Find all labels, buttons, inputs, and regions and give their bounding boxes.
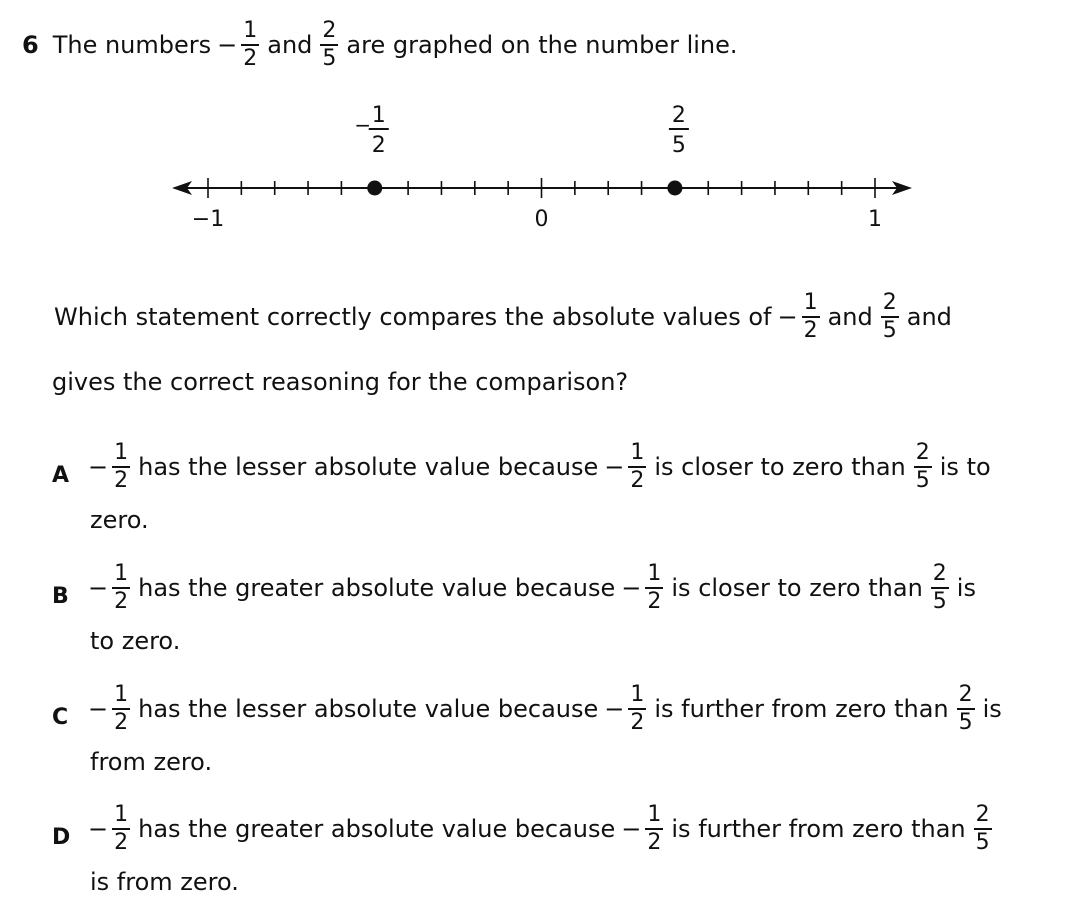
plotted-point xyxy=(367,181,382,196)
minus-sign: − xyxy=(88,815,109,843)
choice-text: is further from zero than xyxy=(654,695,949,723)
fraction-two-fifths: $\frac{2}{5}$ xyxy=(958,682,973,735)
minus-sign: − xyxy=(88,574,109,602)
minus-sign: − xyxy=(621,574,642,602)
prompt-and: and xyxy=(827,303,873,331)
choice-line xyxy=(84,804,998,854)
prompt-line-1 xyxy=(52,292,954,342)
fraction-neg-one-half: $\frac{1}{2}$ xyxy=(114,682,129,735)
choice-letter: D xyxy=(52,825,71,850)
choice-continuation: to zero. xyxy=(90,627,181,655)
stem-text-3: are graphed on the number line. xyxy=(346,31,738,59)
question-stem xyxy=(22,20,740,70)
fraction-neg-one-half: $\frac{1}{2}$ xyxy=(114,440,129,493)
fraction-neg-one-half: $\frac{1}{2}$ xyxy=(803,290,818,343)
choice-text: is further from zero than xyxy=(671,815,966,843)
tick-label: 1 xyxy=(868,207,882,232)
choice-letter: A xyxy=(52,463,70,488)
stem-text-2: and xyxy=(267,31,313,59)
stem-text-1: The numbers xyxy=(52,31,212,59)
fraction-two-fifths: $\frac{2}{5}$ xyxy=(882,290,897,343)
choice-letter: B xyxy=(52,584,69,609)
fraction-neg-one-half: $\frac{1}{2}$ xyxy=(647,561,662,614)
choice-continuation: zero. xyxy=(90,506,149,534)
fraction-two-fifths: $\frac{2}{5}$ xyxy=(322,18,337,71)
question-number: 6 xyxy=(22,31,39,59)
choice-text: has the lesser absolute value because xyxy=(138,695,599,723)
number-line xyxy=(160,100,920,240)
point-label-denominator: 2 xyxy=(371,133,386,158)
choice-text: is to xyxy=(939,453,991,481)
fraction-neg-one-half: $\frac{1}{2}$ xyxy=(647,802,662,855)
minus-sign: − xyxy=(604,695,625,723)
choice-line xyxy=(84,563,978,613)
fraction-two-fifths: $\frac{2}{5}$ xyxy=(915,440,930,493)
fraction-neg-one-half: $\frac{1}{2}$ xyxy=(114,802,129,855)
fraction-two-fifths: $\frac{2}{5}$ xyxy=(975,802,990,855)
choice-line xyxy=(84,442,993,492)
choice-continuation: from zero. xyxy=(90,748,213,776)
choice-line xyxy=(84,684,1004,734)
minus-sign: − xyxy=(88,695,109,723)
choice-letter: C xyxy=(52,705,69,730)
tick-label: 0 xyxy=(534,207,549,232)
minus-sign: − xyxy=(777,303,798,331)
minus-sign: − xyxy=(217,31,238,59)
fraction-neg-one-half: $\frac{1}{2}$ xyxy=(630,440,645,493)
point-label-minus: − xyxy=(354,113,372,137)
choice-text: has the lesser absolute value because xyxy=(138,453,599,481)
minus-sign: − xyxy=(88,453,109,481)
choice-text: is closer to zero than xyxy=(671,574,923,602)
point-label-numerator: 1 xyxy=(371,103,386,128)
choice-text: is closer to zero than xyxy=(654,453,906,481)
prompt-text: Which statement correctly compares the absolute values of xyxy=(54,303,772,331)
prompt-line-2: gives the correct reasoning for the comparison? xyxy=(52,368,629,396)
fraction-neg-one-half: $\frac{1}{2}$ xyxy=(630,682,645,735)
choice-text: is xyxy=(956,574,976,602)
fraction-two-fifths: $\frac{2}{5}$ xyxy=(932,561,947,614)
fraction-neg-one-half: $\frac{1}{2}$ xyxy=(243,18,258,71)
choice-text: has the greater absolute value because xyxy=(138,574,616,602)
choice-text: is xyxy=(982,695,1002,723)
fraction-neg-one-half: $\frac{1}{2}$ xyxy=(114,561,129,614)
choice-text: has the greater absolute value because xyxy=(138,815,616,843)
tick-label: −1 xyxy=(191,207,225,232)
plotted-point xyxy=(667,181,682,196)
prompt-and: and xyxy=(906,303,952,331)
point-label-denominator: 5 xyxy=(671,133,686,158)
minus-sign: − xyxy=(621,815,642,843)
choice-continuation: is from zero. xyxy=(90,868,239,896)
minus-sign: − xyxy=(604,453,625,481)
point-label-numerator: 2 xyxy=(671,103,686,128)
